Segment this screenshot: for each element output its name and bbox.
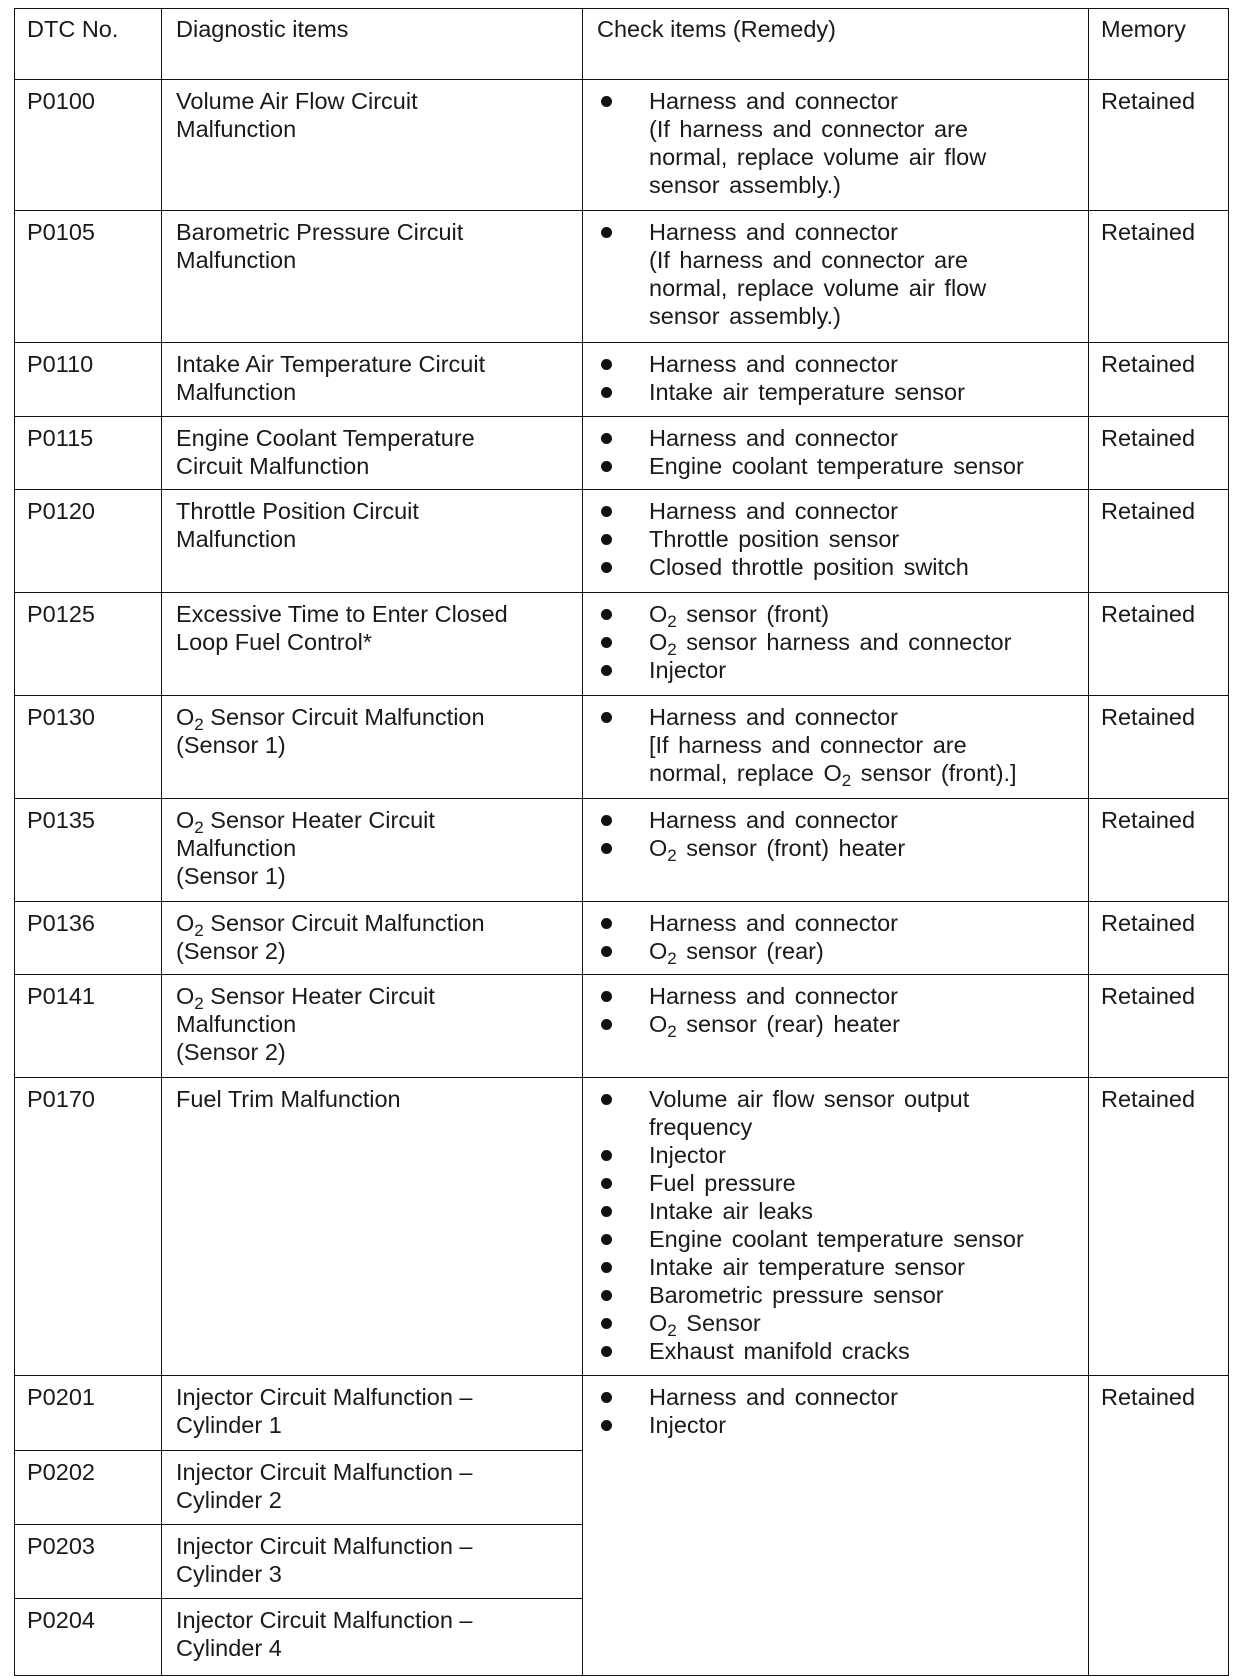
check-item	[597, 1197, 1088, 1225]
diagnostic-line: (Sensor 1)	[176, 732, 286, 758]
diagnostic-line: $O_2$ Sensor Heater Circuit	[176, 983, 435, 1013]
check-items-cell	[583, 211, 1089, 343]
check-item	[597, 1225, 1088, 1253]
check-item	[597, 937, 1088, 968]
bullet-icon	[601, 815, 612, 826]
header-row	[15, 9, 1229, 80]
check-items-list	[597, 982, 1088, 1041]
check-item-text: Intake air temperature sensor	[649, 1254, 965, 1280]
memory-status: Retained	[1089, 799, 1229, 902]
check-items-list	[597, 218, 1088, 246]
bullet-icon	[601, 609, 612, 620]
check-items-cell	[583, 80, 1089, 211]
check-item-text: Harness and connector	[649, 498, 898, 524]
table-row	[15, 975, 1229, 1078]
check-item-text: Volume air flow sensor output frequency	[649, 1086, 970, 1140]
bullet-icon	[601, 506, 612, 517]
check-item-text: Exhaust manifold cracks	[649, 1338, 910, 1364]
table-row	[15, 211, 1229, 343]
memory-status: Retained	[1089, 902, 1229, 975]
check-item	[597, 87, 1088, 115]
bullet-icon	[601, 227, 612, 238]
diagnostic-line: Circuit Malfunction	[176, 453, 370, 479]
table-body	[15, 80, 1229, 1676]
diagnostic-line: Cylinder 1	[176, 1412, 282, 1438]
check-item	[597, 350, 1088, 378]
check-items-cell	[583, 799, 1089, 902]
check-item	[597, 909, 1088, 937]
remedy-note-line: sensor assembly.)	[649, 303, 841, 329]
diagnostic-line: Malfunction	[176, 247, 297, 273]
diagnostic-item	[162, 593, 583, 696]
bullet-icon	[601, 946, 612, 957]
bullet-icon	[601, 96, 612, 107]
diagnostic-line: Malfunction	[176, 1011, 297, 1037]
memory-status: Retained	[1089, 211, 1229, 343]
diagnostic-line: Engine Coolant Temperature	[176, 425, 475, 451]
diagnostic-item	[162, 696, 583, 799]
bullet-icon	[601, 1019, 612, 1030]
check-item-text: Harness and connector	[649, 351, 898, 377]
bullet-icon	[601, 534, 612, 545]
bullet-icon	[601, 1150, 612, 1161]
remedy-note-line: normal, replace volume air flow	[649, 144, 987, 170]
dtc-code: P0125	[15, 593, 162, 696]
bullet-icon	[601, 359, 612, 370]
diagnostic-line: Cylinder 3	[176, 1561, 282, 1587]
memory-status: Retained	[1089, 1078, 1229, 1376]
table-row	[15, 80, 1229, 211]
diagnostic-item	[162, 490, 583, 593]
bullet-icon	[601, 1290, 612, 1301]
check-item	[597, 982, 1088, 1010]
memory-status: Retained	[1089, 696, 1229, 799]
check-item	[597, 834, 1088, 865]
diagnostic-line: Volume Air Flow Circuit	[176, 88, 418, 114]
check-item-text: Harness and connector	[649, 910, 898, 936]
memory-status: Retained	[1089, 593, 1229, 696]
dtc-code: P0115	[15, 417, 162, 490]
check-item-text: Injector	[649, 1412, 727, 1438]
check-item-text: $O_2$ sensor (front) heater	[649, 835, 906, 865]
check-items-cell	[583, 696, 1089, 799]
diagnostic-line: (Sensor 2)	[176, 938, 286, 964]
check-item	[597, 656, 1088, 684]
table-row	[15, 593, 1229, 696]
check-item-text: Harness and connector	[649, 425, 898, 451]
check-items-cell	[583, 1078, 1089, 1376]
check-items-list	[597, 1085, 1088, 1365]
diagnostic-line: Intake Air Temperature Circuit	[176, 351, 486, 377]
diagnostic-item	[162, 417, 583, 490]
bullet-icon	[601, 387, 612, 398]
diagnostic-line: Excessive Time to Enter Closed	[176, 601, 508, 627]
check-items-list	[597, 350, 1088, 406]
check-item-text: Intake air leaks	[649, 1198, 814, 1224]
dtc-code: P0170	[15, 1078, 162, 1376]
check-item-text: $O_2$ sensor (rear)	[649, 938, 824, 968]
diagnostic-line: $O_2$ Sensor Circuit Malfunction	[176, 910, 485, 940]
diagnostic-line: $O_2$ Sensor Circuit Malfunction	[176, 704, 485, 734]
bullet-icon	[601, 1346, 612, 1357]
check-item	[597, 218, 1088, 246]
check-item-text: $O_2$ sensor (front)	[649, 601, 830, 631]
header-diagnostic-items: Diagnostic items	[162, 9, 583, 80]
dtc-table	[14, 8, 1229, 1676]
bullet-icon	[601, 1206, 612, 1217]
check-item-text: Closed throttle position switch	[649, 554, 969, 580]
table-row	[15, 490, 1229, 593]
bullet-icon	[601, 843, 612, 854]
check-item	[597, 1281, 1088, 1309]
check-item	[597, 1337, 1088, 1365]
remedy-note-line: sensor assembly.)	[649, 172, 841, 198]
diagnostic-item	[162, 975, 583, 1078]
check-items-cell	[583, 417, 1089, 490]
diagnostic-item	[162, 799, 583, 902]
remedy-note-line: (If harness and connector are	[649, 247, 968, 273]
dtc-code: P0204	[15, 1599, 162, 1676]
check-item-text: Barometric pressure sensor	[649, 1282, 944, 1308]
check-item-text: Engine coolant temperature sensor	[649, 453, 1024, 479]
bullet-icon	[601, 1420, 612, 1431]
diagnostic-line: Cylinder 2	[176, 1487, 282, 1513]
memory-status: Retained	[1089, 490, 1229, 593]
bullet-icon	[601, 637, 612, 648]
table-row	[15, 417, 1229, 490]
table-row	[15, 1376, 1229, 1451]
check-item	[597, 600, 1088, 631]
check-items-list	[597, 703, 1088, 731]
check-item	[597, 1253, 1088, 1281]
check-item-text: $O_2$ sensor harness and connector	[649, 629, 1012, 659]
check-items-list	[597, 600, 1088, 684]
header-memory: Memory	[1089, 9, 1229, 80]
dtc-code: P0120	[15, 490, 162, 593]
check-item	[597, 424, 1088, 452]
check-item	[597, 628, 1088, 659]
memory-status: Retained	[1089, 417, 1229, 490]
check-item	[597, 1141, 1088, 1169]
header-dtc-no: DTC No.	[15, 9, 162, 80]
diagnostic-line: Injector Circuit Malfunction –	[176, 1459, 473, 1485]
check-item	[597, 1169, 1088, 1197]
check-items-cell	[583, 975, 1089, 1078]
dtc-code: P0202	[15, 1451, 162, 1525]
diagnostic-line: Malfunction	[176, 379, 297, 405]
diagnostic-line: (Sensor 2)	[176, 1039, 286, 1065]
table-row	[15, 1078, 1229, 1376]
check-item	[597, 1411, 1088, 1439]
dtc-code: P0110	[15, 343, 162, 417]
check-items-list	[597, 497, 1088, 581]
check-item	[597, 525, 1088, 553]
check-item-text: $O_2$ sensor (rear) heater	[649, 1011, 900, 1041]
check-item-text: Intake air temperature sensor	[649, 379, 965, 405]
bullet-icon	[601, 1262, 612, 1273]
check-items-list	[597, 806, 1088, 865]
memory-status: Retained	[1089, 975, 1229, 1078]
header-check-items: Check items (Remedy)	[583, 9, 1089, 80]
dtc-code: P0135	[15, 799, 162, 902]
dtc-code: P0130	[15, 696, 162, 799]
diagnostic-item	[162, 1451, 583, 1525]
check-items-list	[597, 909, 1088, 968]
diagnostic-item	[162, 1376, 583, 1451]
bullet-icon	[601, 433, 612, 444]
check-item	[597, 806, 1088, 834]
check-item	[597, 1010, 1088, 1041]
dtc-code: P0136	[15, 902, 162, 975]
remedy-note-line: [If harness and connector are	[649, 732, 967, 758]
diagnostic-line: Injector Circuit Malfunction –	[176, 1533, 473, 1559]
diagnostic-line: $O_2$ Sensor Heater Circuit	[176, 807, 435, 837]
table-row	[15, 902, 1229, 975]
table-row	[15, 799, 1229, 902]
check-item	[597, 452, 1088, 480]
dtc-code: P0201	[15, 1376, 162, 1451]
diagnostic-line: Throttle Position Circuit	[176, 498, 419, 524]
remedy-note-line: normal, replace volume air flow	[649, 275, 987, 301]
diagnostic-line: Injector Circuit Malfunction –	[176, 1384, 473, 1410]
bullet-icon	[601, 1234, 612, 1245]
diagnostic-line: Barometric Pressure Circuit	[176, 219, 464, 245]
check-item-text: $O_2$ Sensor	[649, 1310, 761, 1340]
check-item	[597, 378, 1088, 406]
check-item-text: Engine coolant temperature sensor	[649, 1226, 1024, 1252]
diagnostic-line: Malfunction	[176, 116, 297, 142]
remedy-note-line: (If harness and connector are	[649, 116, 968, 142]
diagnostic-line: (Sensor 1)	[176, 863, 286, 889]
diagnostic-item	[162, 211, 583, 343]
check-item-text: Harness and connector	[649, 219, 898, 245]
check-item-text: Harness and connector	[649, 88, 898, 114]
memory-status: Retained	[1089, 343, 1229, 417]
bullet-icon	[601, 665, 612, 676]
check-items-cell	[583, 490, 1089, 593]
diagnostic-line: Cylinder 4	[176, 1635, 282, 1661]
diagnostic-line: Injector Circuit Malfunction –	[176, 1607, 473, 1633]
remedy-note-line: normal, replace $O_2$ sensor (front).]	[649, 760, 1017, 790]
check-item	[597, 1085, 1088, 1141]
dtc-code: P0141	[15, 975, 162, 1078]
check-item-text: Throttle position sensor	[649, 526, 900, 552]
diagnostic-line: Malfunction	[176, 526, 297, 552]
check-item-text: Harness and connector	[649, 704, 898, 730]
check-items-list	[597, 424, 1088, 480]
check-item-text: Harness and connector	[649, 1384, 898, 1410]
table-row	[15, 696, 1229, 799]
check-item-text: Fuel pressure	[649, 1170, 796, 1196]
check-item	[597, 1383, 1088, 1411]
check-items-cell	[583, 1376, 1089, 1676]
check-item	[597, 497, 1088, 525]
dtc-code: P0100	[15, 80, 162, 211]
memory-status: Retained	[1089, 80, 1229, 211]
check-items-cell	[583, 593, 1089, 696]
diagnostic-item	[162, 1525, 583, 1599]
bullet-icon	[601, 461, 612, 472]
check-items-list	[597, 87, 1088, 115]
bullet-icon	[601, 991, 612, 1002]
dtc-code: P0105	[15, 211, 162, 343]
diagnostic-item	[162, 1599, 583, 1676]
dtc-code: P0203	[15, 1525, 162, 1599]
check-item	[597, 1309, 1088, 1340]
diagnostic-item	[162, 902, 583, 975]
bullet-icon	[601, 562, 612, 573]
bullet-icon	[601, 1318, 612, 1329]
check-item-text: Harness and connector	[649, 983, 898, 1009]
bullet-icon	[601, 712, 612, 723]
check-item-text: Injector	[649, 657, 727, 683]
bullet-icon	[601, 1094, 612, 1105]
check-items-cell	[583, 902, 1089, 975]
diagnostic-item	[162, 80, 583, 211]
bullet-icon	[601, 1392, 612, 1403]
diagnostic-line: Fuel Trim Malfunction	[176, 1086, 401, 1112]
diagnostic-item	[162, 1078, 583, 1376]
diagnostic-line: Malfunction	[176, 835, 297, 861]
check-item-text: Injector	[649, 1142, 727, 1168]
check-items-list	[597, 1383, 1088, 1439]
check-items-cell	[583, 343, 1089, 417]
table-row	[15, 343, 1229, 417]
memory-status: Retained	[1089, 1376, 1229, 1676]
bullet-icon	[601, 1178, 612, 1189]
check-item-text: Harness and connector	[649, 807, 898, 833]
diagnostic-line: Loop Fuel Control*	[176, 629, 372, 655]
check-item	[597, 553, 1088, 581]
diagnostic-item	[162, 343, 583, 417]
check-item	[597, 703, 1088, 731]
bullet-icon	[601, 918, 612, 929]
